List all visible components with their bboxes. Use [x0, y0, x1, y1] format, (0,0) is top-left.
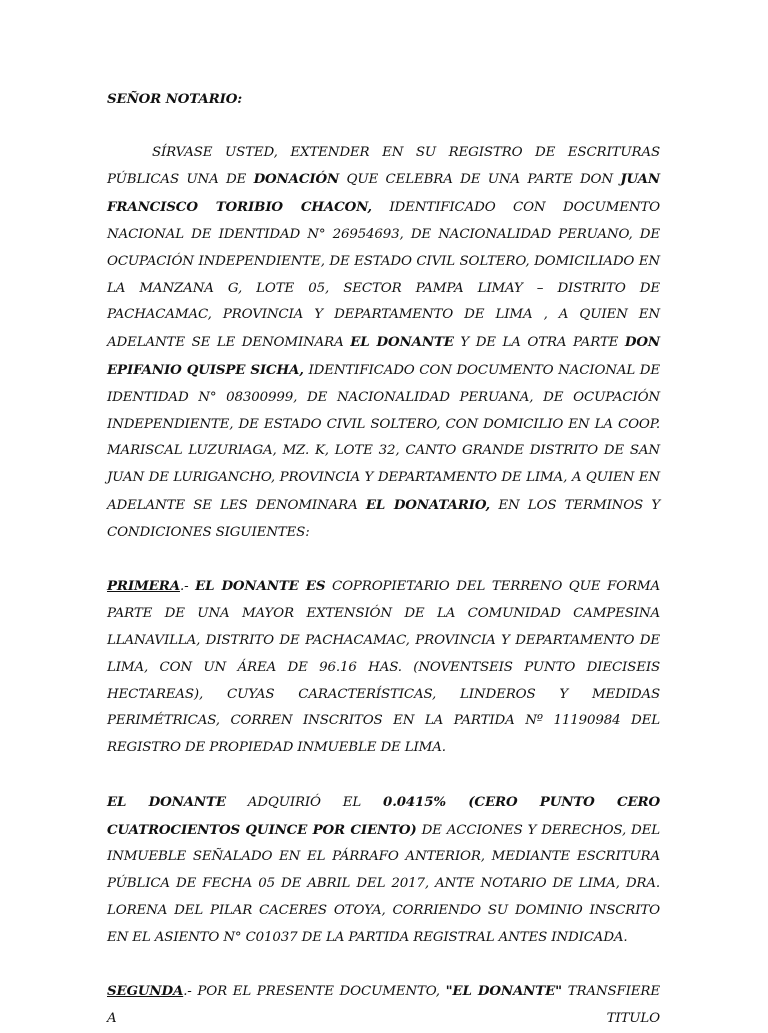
acquisition-text-2: DE ACCIONES Y DERECHOS, DEL INMUEBLE SEÑALADO EN EL PÁRRAFO ANTERIOR, MEDIANTE ESCRITURA PÚBLICA DE FECHA 05 DE ABRIL DEL 2017, ANTE NOTARIO DE LIMA, DRA. LORENA DEL PILAR CACERES OTOYA, CORRIENDO SU DOMINIO INSCRITO EN EL ASIENTO N° C01037 DE LA PARTIDA REGISTRAL ANTES INDICADA.	[107, 822, 660, 945]
intro-text-2: QUE CELEBRA DE UNA PARTE DON	[339, 172, 621, 188]
acquisition-text-1: ADQUIRIÓ EL	[225, 794, 384, 810]
acquisition-share: 0.0415% (CERO PUNTO CERO CUATROCIENTOS QUINCE POR CIENTO)	[107, 793, 660, 838]
clause-segunda-sep: .- POR EL PRESENTE DOCUMENTO,	[183, 984, 446, 1000]
clause-segunda-text: TRANSFIERE A TITULO	[107, 984, 660, 1027]
clause-primera-bold: EL DONANTE ES	[195, 578, 326, 595]
clause-primera-sep: .-	[179, 579, 196, 595]
intro-text-6: EN LOS TERMINOS Y CONDICIONES SIGUIENTES:	[107, 497, 661, 540]
clause-segunda	[107, 978, 660, 1027]
clause-primera	[107, 573, 660, 762]
intro-donor-name: JUAN FRANCISCO TORIBIO CHACON,	[107, 171, 660, 216]
salutation: SEÑOR NOTARIO:	[107, 91, 242, 107]
clause-segunda-bold: "EL DONANTE"	[445, 983, 562, 1000]
acquisition-paragraph	[107, 789, 660, 952]
clause-primera-label: PRIMERA	[107, 578, 180, 595]
intro-donation: DONACIÓN	[253, 171, 340, 188]
intro-donee-term: EL DONATARIO,	[365, 496, 491, 513]
acquisition-donor: EL DONANTE	[107, 793, 226, 810]
intro-paragraph	[107, 140, 660, 547]
intro-donee-name: DON EPIFANIO QUISPE SICHA,	[107, 334, 660, 378]
intro-text-3: IDENTIFICADO CON DOCUMENTO NACIONAL DE IDENTIDAD N° 26954693, DE NACIONALIDAD PERUANO, DE OCUPACIÓN INDEPENDIENTE, DE ESTADO CIVIL SOLTERO, DOMICILIADO EN LA MANZANA G, LOTE 05, SECTOR PAMPA LIMAY – DISTRITO DE PACHACAMAC, PROVINCIA Y DEPARTAMENTO DE LIMA , A QUIEN EN ADELANTE SE LE DENOMINARA	[107, 200, 661, 351]
intro-text-4: Y DE LA OTRA PARTE	[453, 335, 625, 351]
clause-primera-text: COPROPIETARIO DEL TERRENO QUE FORMA PARTE DE UNA MAYOR EXTENSIÓN DE LA COMUNIDAD CAMPESINA LLANAVILLA, DISTRITO DE PACHACAMAC, PROVINCIA Y DEPARTAMENTO DE LIMA, CON UN ÁREA DE 96.16 HAS. (NOVENTSEIS PUNTO DIECISEIS HECTAREAS), CUYAS CARACTERÍSTICAS, LINDEROS Y MEDIDAS PERIMÉTRICAS, CORREN INSCRITOS EN LA PARTIDA Nº 11190984 DEL REGISTRO DE PROPIEDAD INMUEBLE DE LIMA.	[107, 579, 660, 756]
document-body	[107, 86, 660, 1032]
clause-segunda-label: SEGUNDA	[107, 983, 184, 1000]
intro-donor-term: EL DONANTE	[350, 334, 454, 351]
intro-text-5: IDENTIFICADO CON DOCUMENTO NACIONAL DE IDENTIDAD N° 08300999, DE NACIONALIDAD PERUANA, DE OCUPACIÓN INDEPENDIENTE, DE ESTADO CIVIL SOLTERO, CON DOMICILIO EN LA COOP. MARISCAL LUZURIAGA, MZ. K, LOTE 32, CANTO GRANDE DISTRITO DE SAN JUAN DE LURIGANCHO, PROVINCIA Y DEPARTAMENTO DE LIMA, A QUIEN EN ADELANTE SE LES DENOMINARA	[107, 362, 660, 513]
intro-text-1: SÍRVASE USTED, EXTENDER EN SU REGISTRO DE ESCRITURAS PÚBLICAS UNA DE	[107, 144, 660, 188]
